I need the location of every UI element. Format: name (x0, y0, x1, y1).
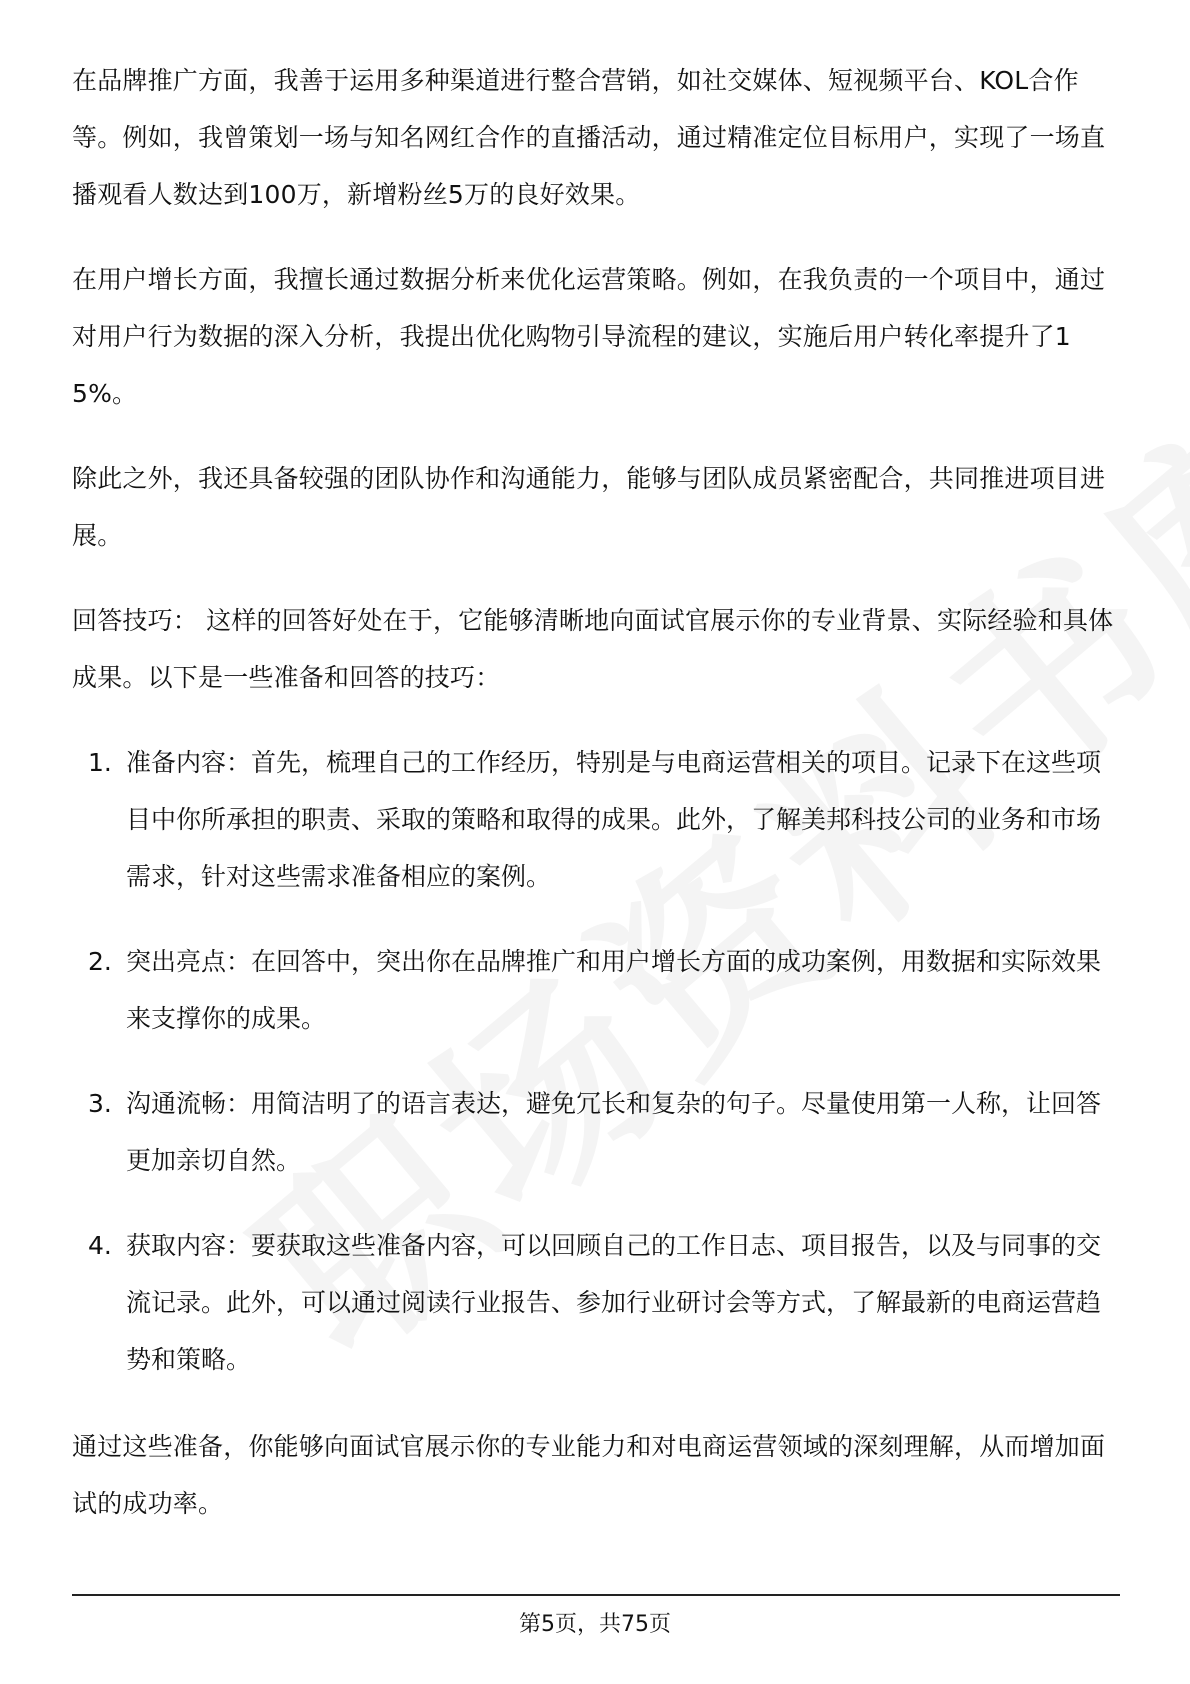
list-item (72, 1075, 1122, 1189)
list-item (72, 1217, 1122, 1388)
tips-list (72, 734, 1122, 1388)
list-item-number: 3. (88, 1089, 112, 1118)
paragraph-teamwork: 除此之外，我还具备较强的团队协作和沟通能力，能够与团队成员紧密配合，共同推进项目进展。 (72, 464, 1106, 550)
list-item-text: 获取内容：要获取这些准备内容，可以回顾自己的工作日志、项目报告，以及与同事的交流记录。此外，可以通过阅读行业报告、参加行业研讨会等方式，了解最新的电商运营趋势和策略。 (126, 1231, 1102, 1374)
paragraph-conclusion: 通过这些准备，你能够向面试官展示你的专业能力和对电商运营领域的深刻理解，从而增加面试的成功率。 (72, 1432, 1106, 1518)
paragraph-brand-promotion: 在品牌推广方面，我善于运用多种渠道进行整合营销，如社交媒体、短视频平台、KOL合作等。例如，我曾策划一场与知名网红合作的直播活动，通过精准定位目标用户，实现了一场直播观看人数达到100万，新增粉丝5万的良好效果。 (72, 66, 1106, 209)
paragraph-answer-tips: 回答技巧： 这样的回答好处在于，它能够清晰地向面试官展示你的专业背景、实际经验和具体成果。以下是一些准备和回答的技巧： (72, 606, 1114, 692)
list-item (72, 734, 1122, 905)
list-item-text: 沟通流畅：用简洁明了的语言表达，避免冗长和复杂的句子。尽量使用第一人称，让回答更加亲切自然。 (126, 1089, 1102, 1175)
list-item-text: 突出亮点：在回答中，突出你在品牌推广和用户增长方面的成功案例，用数据和实际效果来支撑你的成果。 (126, 947, 1102, 1033)
page-number: 第5页，共75页 (519, 1612, 671, 1637)
list-item (72, 933, 1122, 1047)
list-item-text: 准备内容：首先，梳理自己的工作经历，特别是与电商运营相关的项目。记录下在这些项目中你所承担的职责、采取的策略和取得的成果。此外，了解美邦科技公司的业务和市场需求，针对这些需求准备相应的案例。 (126, 748, 1102, 891)
list-item-number: 4. (88, 1231, 112, 1260)
list-item-number: 2. (88, 947, 112, 976)
page-content (72, 52, 1122, 1560)
paragraph-user-growth: 在用户增长方面，我擅长通过数据分析来优化运营策略。例如，在我负责的一个项目中，通过对用户行为数据的深入分析，我提出优化购物引导流程的建议，实施后用户转化率提升了15%。 (72, 265, 1106, 408)
footer-divider (72, 1594, 1120, 1596)
list-item-number: 1. (88, 748, 112, 777)
